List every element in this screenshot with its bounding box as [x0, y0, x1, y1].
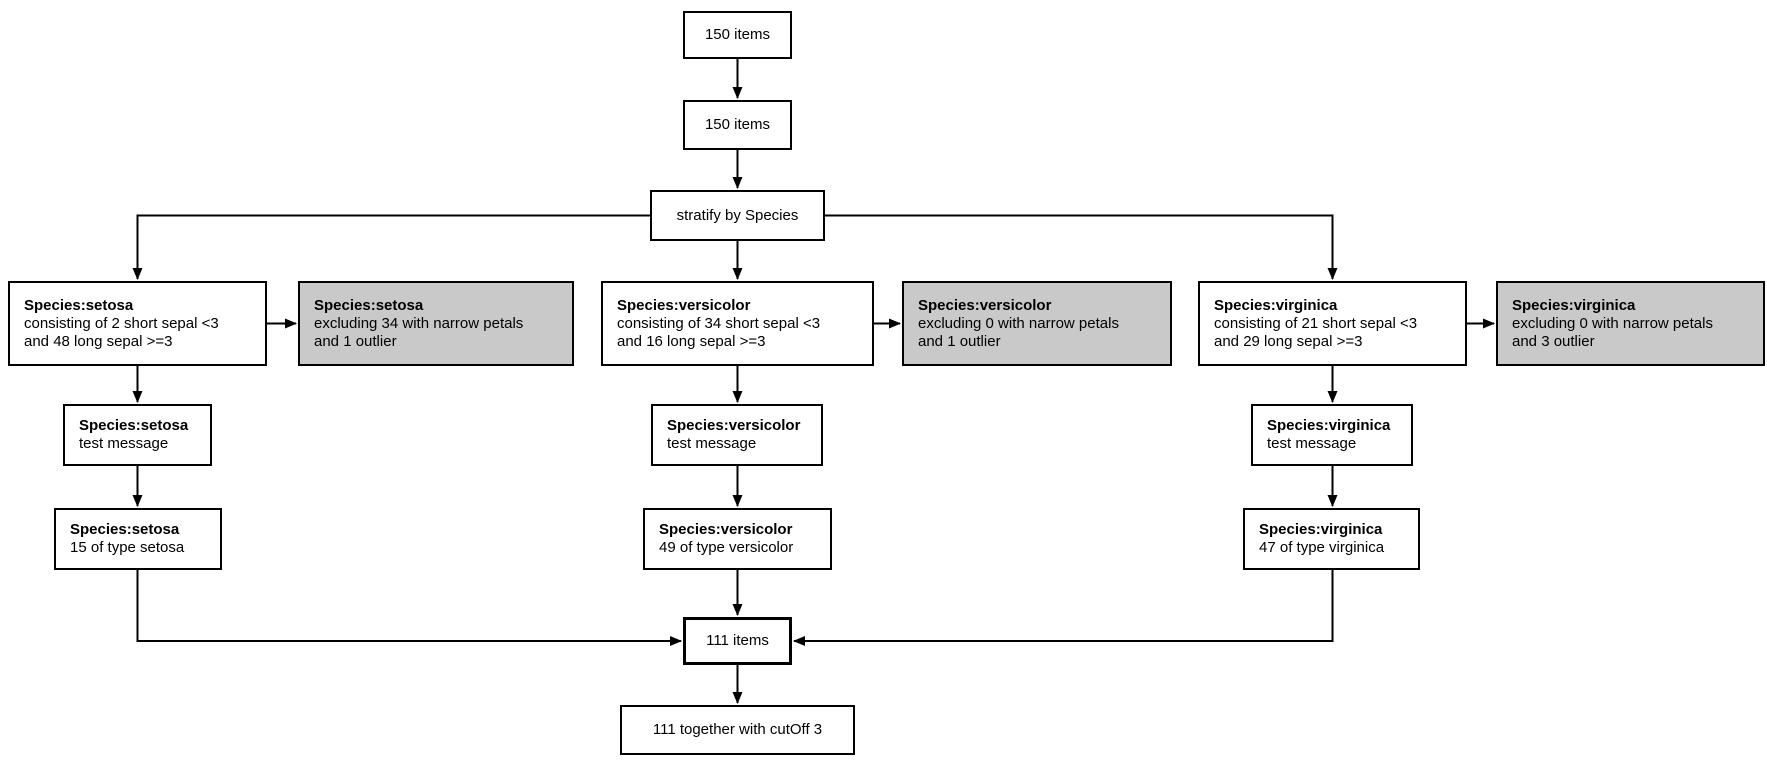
node-line: 49 of type versicolor [659, 539, 794, 556]
node-line: and 1 outlier [918, 332, 1001, 350]
node-label: stratify by Species [676, 206, 799, 224]
node-versicolor-excluding [902, 281, 1172, 366]
node-setosa-type-count [54, 508, 222, 570]
node-label: 111 together with cutOff 3 [652, 721, 823, 738]
node-label: 150 items [704, 26, 771, 43]
node-title: Species:versicolor [659, 521, 793, 538]
node-label: 150 items [704, 116, 771, 133]
node-line: 47 of type virginica [1259, 539, 1385, 556]
node-line: consisting of 34 short sepal <3 [617, 314, 821, 332]
node-line: test message [667, 435, 757, 452]
node-title: Species:versicolor [617, 296, 751, 314]
node-line: and 16 long sepal >=3 [617, 332, 766, 350]
node-setosa-excluding [298, 281, 574, 366]
node-line: 15 of type setosa [70, 539, 185, 556]
node-virginica-excluding [1496, 281, 1765, 366]
node-title: Species:versicolor [667, 417, 801, 434]
node-title: Species:virginica [1267, 417, 1391, 434]
node-line: test message [79, 435, 169, 452]
node-versicolor-test-message [651, 404, 823, 466]
node-line: and 29 long sepal >=3 [1214, 332, 1363, 350]
node-line: and 1 outlier [314, 332, 397, 350]
node-source-items [683, 11, 792, 59]
node-title: Species:setosa [314, 296, 424, 314]
node-line: excluding 34 with narrow petals [314, 314, 524, 332]
node-virginica-type-count [1243, 508, 1420, 570]
node-title: Species:virginica [1259, 521, 1383, 538]
node-virginica-test-message [1251, 404, 1413, 466]
node-virginica-consisting [1198, 281, 1467, 366]
node-merged-items [683, 617, 792, 665]
node-title: Species:setosa [79, 417, 189, 434]
node-title: Species:virginica [1512, 296, 1636, 314]
node-title: Species:virginica [1214, 296, 1338, 314]
node-line: excluding 0 with narrow petals [1512, 314, 1713, 332]
node-stratify-by-species [650, 190, 825, 241]
node-line: and 48 long sepal >=3 [24, 332, 173, 350]
node-label: 111 items [706, 632, 769, 649]
node-title: Species:setosa [70, 521, 180, 538]
node-final-cutoff [620, 705, 855, 755]
node-line: and 3 outlier [1512, 332, 1595, 350]
node-setosa-test-message [63, 404, 212, 466]
node-title: Species:versicolor [918, 296, 1052, 314]
node-line: test message [1267, 435, 1357, 452]
node-line: consisting of 2 short sepal <3 [24, 314, 219, 332]
node-setosa-consisting [8, 281, 267, 366]
node-line: excluding 0 with narrow petals [918, 314, 1119, 332]
node-versicolor-type-count [643, 508, 832, 570]
node-versicolor-consisting [601, 281, 874, 366]
node-loaded-items [683, 100, 792, 150]
node-line: consisting of 21 short sepal <3 [1214, 314, 1418, 332]
node-title: Species:setosa [24, 296, 134, 314]
